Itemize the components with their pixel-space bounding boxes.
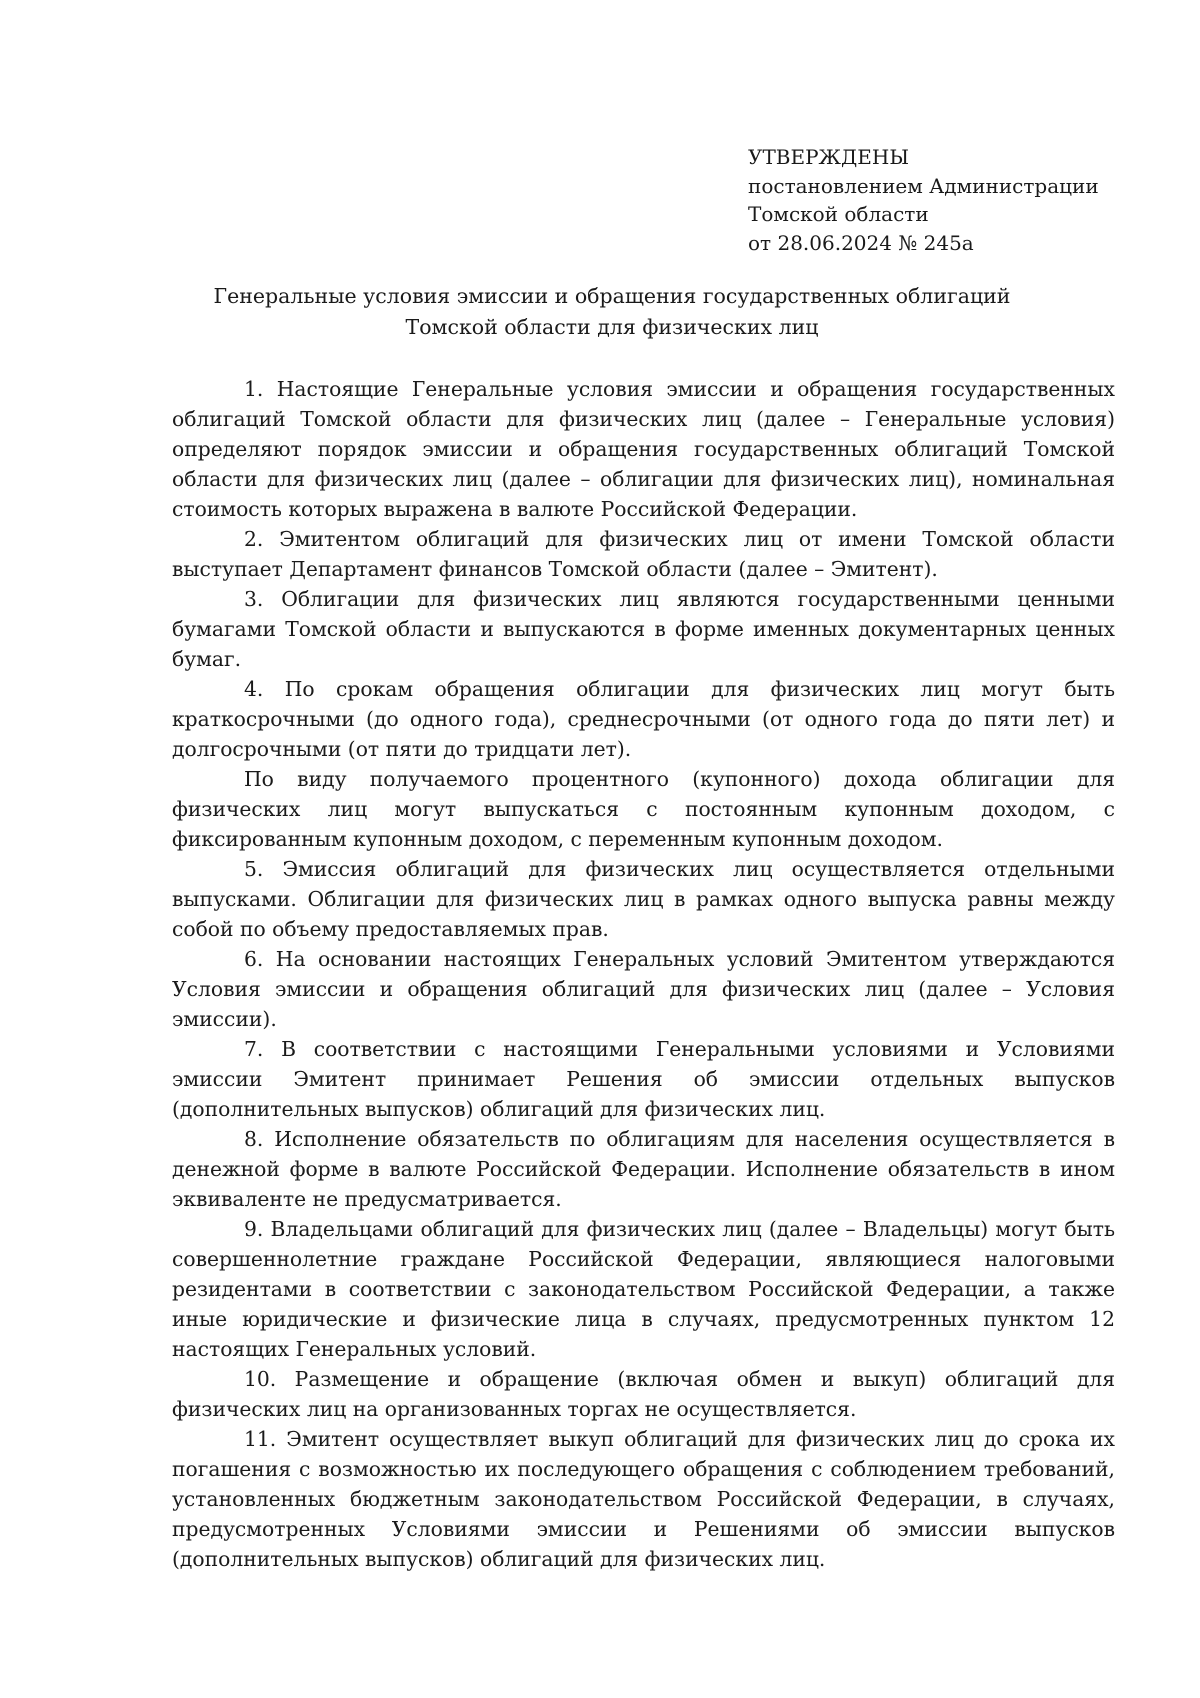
paragraph-9: 9. Владельцами облигаций для физических лиц (далее – Владельцы) могут быть совершеннолетние граждане Российской Федерации, являющиеся налоговыми резидентами в соответствии с законодательством Российской Федерации, а также иные юридические и физические лица в случаях, предусмотренных пунктом 12 настоящих Генеральных условий. (172, 1217, 1115, 1361)
document-title-line-2: Томской области для физических лиц (405, 315, 819, 339)
paragraph-11: 11. Эмитент осуществляет выкуп облигаций для физических лиц до срока их погашения с возможностью их последующего обращения с соблюдением требований, установленных бюджетным законодательством Российской Федерации, в случаях, предусмотренных Условиями эмиссии и Решениями об эмиссии выпусков (дополнительных выпусков) облигаций для физических лиц. (172, 1427, 1115, 1571)
paragraph-4: 4. По срокам обращения облигации для физических лиц могут быть краткосрочными (до одного года), среднесрочными (от одного года до пяти лет) и долгосрочными (от пяти до тридцати лет). (172, 677, 1115, 761)
document-title-line-1: Генеральные условия эмиссии и обращения государственных облигаций (213, 284, 1011, 308)
paragraph-8: 8. Исполнение обязательств по облигациям для населения осуществляется в денежной форме в валюте Российской Федерации. Исполнение обязательств в ином эквиваленте не предусматривается. (172, 1127, 1115, 1211)
paragraph-10: 10. Размещение и обращение (включая обмен и выкуп) облигаций для физических лиц на организованных торгах не осуществляется. (172, 1367, 1115, 1421)
document-title (172, 281, 1052, 343)
approval-date-number: от 28.06.2024 № 245а (748, 230, 974, 255)
document-body (172, 374, 1115, 1574)
approval-authority: постановлением Администрации (748, 173, 1099, 198)
approval-block (748, 143, 1099, 257)
paragraph-4-coupon-types: По виду получаемого процентного (купонного) дохода облигации для физических лиц могут выпускаться с постоянным купонным доходом, с фиксированным купонным доходом, с переменным купонным доходом. (172, 767, 1115, 851)
approval-region: Томской области (748, 202, 929, 226)
paragraph-1: 1. Настоящие Генеральные условия эмиссии и обращения государственных облигаций Томской области для физических лиц (далее – Генеральные условия) определяют порядок эмиссии и обращения государственных облигаций Томской области для физических лиц (далее – облигации для физических лиц), номинальная стоимость которых выражена в валюте Российской Федерации. (172, 377, 1115, 521)
approval-heading: УТВЕРЖДЕНЫ (748, 145, 909, 169)
paragraph-6: 6. На основании настоящих Генеральных условий Эмитентом утверждаются Условия эмиссии и обращения облигаций для физических лиц (далее – Условия эмиссии). (172, 947, 1115, 1031)
paragraph-7: 7. В соответствии с настоящими Генеральными условиями и Условиями эмиссии Эмитент принимает Решения об эмиссии отдельных выпусков (дополнительных выпусков) облигаций для физических лиц. (172, 1037, 1115, 1121)
paragraph-3: 3. Облигации для физических лиц являются государственными ценными бумагами Томской области и выпускаются в форме именных документарных ценных бумаг. (172, 587, 1115, 671)
paragraph-5: 5. Эмиссия облигаций для физических лиц осуществляется отдельными выпусками. Облигации для физических лиц в рамках одного выпуска равны между собой по объему предоставляемых прав. (172, 857, 1115, 941)
paragraph-2: 2. Эмитентом облигаций для физических лиц от имени Томской области выступает Департамент финансов Томской области (далее – Эмитент). (172, 527, 1115, 581)
